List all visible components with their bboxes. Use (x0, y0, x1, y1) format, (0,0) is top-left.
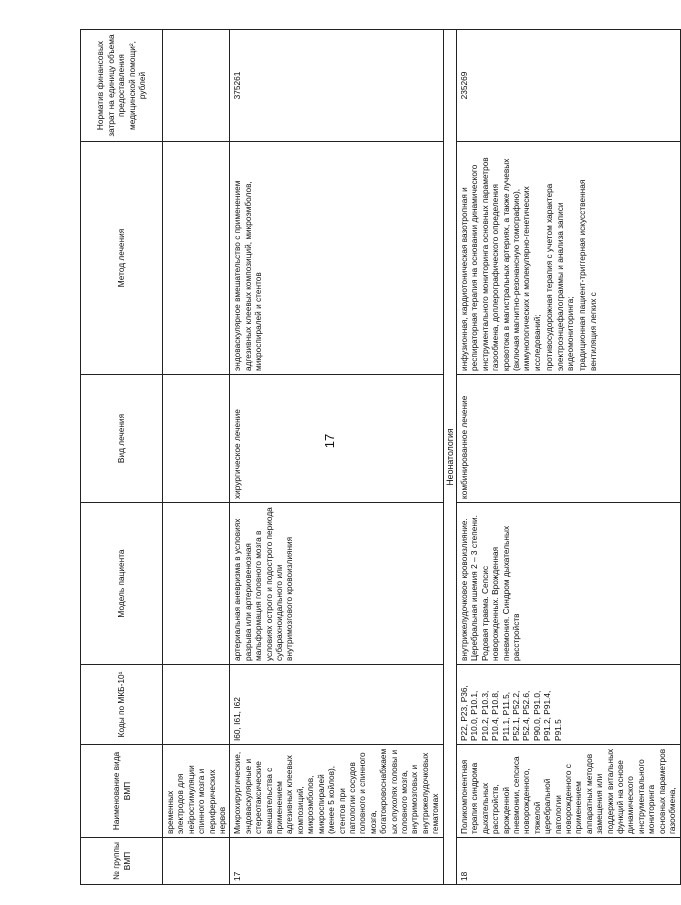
cell-empty (163, 142, 230, 375)
method-paragraph: традиционная пациент-триггерная искусственная вентиляция легких с (577, 179, 598, 371)
cell-codes: I60, I61, I62 (230, 665, 443, 745)
header-model: Модель пациента (81, 503, 163, 665)
vmp-table (80, 29, 681, 885)
cell-name: Микрохирургические, эндоваскулярные и стереотаксические вмешательства с применением адгезивных клеевых композиций, микроэмболов, микроспиралей (менее 5 койлов), стентов при патологии сосудов головного и спинного мозга, богатокровоснабжаемых опухолях головы и головного мозга, внутримозговых и внутрижелудочковых гематомах (230, 745, 443, 838)
table-row-18 (456, 30, 680, 885)
cell-cost: 235269 (456, 30, 680, 142)
cell-empty (163, 375, 230, 503)
rotated-table-page (80, 30, 678, 885)
cell-empty (163, 30, 230, 142)
cell-model: артериальная аневризма в условиях разрыва или артериовенозная мальформация головного мозга в условиях острого и подострого периода субарахноидального или внутримозгового кровоизлияния (230, 503, 443, 665)
cell-treatment-type: комбинированное лечение (456, 375, 680, 503)
section-title: Неонатология (443, 30, 456, 885)
header-name: Наименование вида ВМП (81, 745, 163, 838)
cell-name: Поликомпонентная терапия синдрома дыхательных расстройств, врожденной пневмонии, сепсиса новорожденного, тяжелой церебральной патологии новорожденного с применением аппаратных методов замещения или поддержки витальных функций на основе динамического инструментального мониторинга основных параметров газообмена, (456, 745, 680, 838)
header-group-no: № группы ВМП (81, 838, 163, 885)
cell-treatment-type: хирургическое лечение (230, 375, 443, 503)
section-row (443, 30, 456, 885)
header-row (81, 30, 163, 885)
cell-method: эндоваскулярное вмешательство с применением адгезивных клеевых композиций, микроэмболов, микроспиралей и стентов (230, 142, 443, 375)
cell-method (456, 142, 680, 375)
cell-cost: 375261 (230, 30, 443, 142)
page-number: 17 (322, 433, 337, 449)
cell-codes: P22, P23, P36, P10.0, P10.1, P10.2, P10.3, P10.4, P10.8, P11.1, P11.5, P52.1, P52.2, P52.4, P52.6, P90.0, P91.0, P91.2, P91.4, P91.5 (456, 665, 680, 745)
method-paragraph: инфузионная, кардиотоническая вазотропная и респираторная терапия на основании динамического инструментального мониторинга основных параметров газообмена, доплерографического определения кровотока в магистральных артериях, а также лучевых (включая магнитно-резонансную томографию), иммунологических и молекулярно-генетических исследований; (458, 157, 542, 371)
cell-empty (163, 503, 230, 665)
table-row-17 (230, 30, 443, 885)
cell-name-cont: временных электродов для нейростимуляции спинного мозга и периферических нервов (163, 745, 230, 838)
header-treatment-type: Вид лечения (81, 375, 163, 503)
cell-model: внутрижелудочковое кровоизлияние. Церебральная ишемия 2 – 3 степени. Родовая травма. Сепсис новорожденных. Врожденная пневмония. Синдром дыхательных расстройств (456, 503, 680, 665)
table-row-continuation (163, 30, 230, 885)
header-cost: Норматив финансовых затрат на единицу объема предоставления медицинской помощи², рублей (81, 30, 163, 142)
cell-group-no: 18 (456, 838, 680, 885)
cell-empty (163, 838, 230, 885)
method-paragraph: противосудорожная терапия с учетом характера электроэнцефалограммы и анализа записи видеомониторинга; (544, 183, 576, 371)
cell-empty (163, 665, 230, 745)
header-method: Метод лечения (81, 142, 163, 375)
cell-group-no: 17 (230, 838, 443, 885)
header-codes: Коды по МКБ-10¹ (81, 665, 163, 745)
document-stage (80, 30, 678, 885)
